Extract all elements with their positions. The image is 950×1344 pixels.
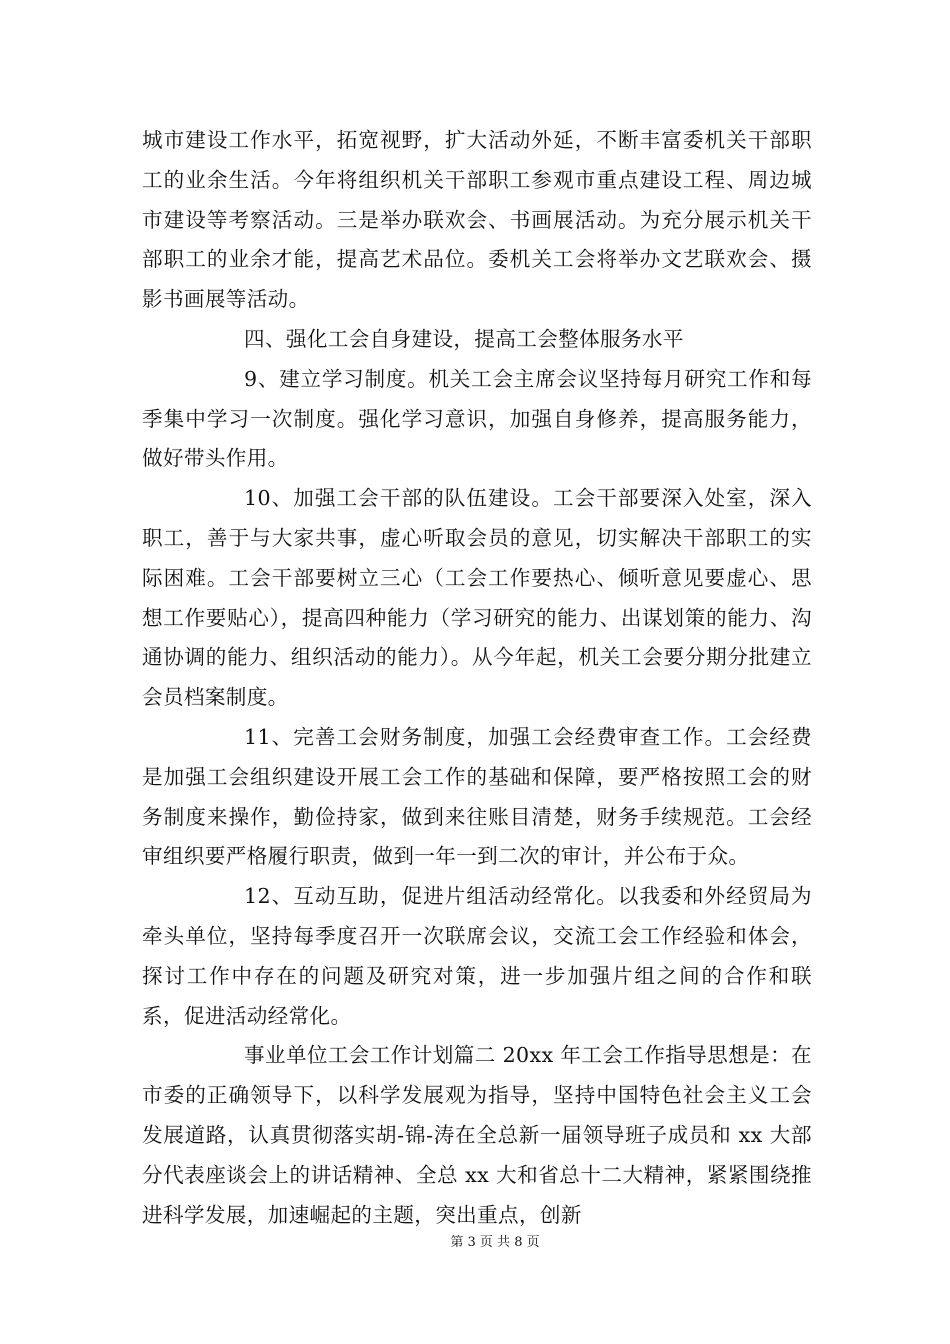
paragraph-item-11: 11、完善工会财务制度，加强工会经费审查工作。工会经费是加强工会组织建设开展工会工作的基础和保障，要严格按照工会的财务制度来操作，勤俭持家，做到来往账目清楚，财务手续规范。工会经审组织要严格履行职责，做到一年一到二次的审计，并公布于众。 xyxy=(142,724,812,869)
paragraph-activities-continued: 城市建设工作水平，拓宽视野，扩大活动外延，不断丰富委机关干部职工的业余生活。今年将组织机关干部职工参观市重点建设工程、周边城市建设等考察活动。三是举办联欢会、书画展活动。为充分展示机关干部职工的业余才能，提高艺术品位。委机关工会将举办文艺联欢会、摄影书画展等活动。 xyxy=(142,128,812,312)
document-body xyxy=(142,121,812,1235)
paragraph-item-12: 12、互动互助，促进片组活动经常化。以我委和外经贸局为牵头单位，坚持每季度召开一次联席会议，交流工会工作经验和体会，探讨工作中存在的问题及研究对策，进一步加强片组之间的合作和联系，促进活动经常化。 xyxy=(142,884,812,1028)
paragraph-plan-part-two: 事业单位工会工作计划篇二 20xx 年工会工作指导思想是：在市委的正确领导下，以科学发展观为指导，坚持中国特色社会主义工会发展道路，认真贯彻落实胡-锦-涛在全总新一届领导班子成员和 xx 大部分代表座谈会上的讲话精神、全总 xx 大和省总十二大精神，紧紧围绕推进科学发展，加速崛起的主题，突出重点，创新 xyxy=(142,1043,812,1227)
paragraph-item-9: 9、建立学习制度。机关工会主席会议坚持每月研究工作和每季集中学习一次制度。强化学习意识，加强自身修养，提高服务能力，做好带头作用。 xyxy=(142,366,812,471)
section-heading-four: 四、强化工会自身建设，提高工会整体服务水平 xyxy=(244,326,684,351)
paragraph-item-10: 10、加强工会干部的队伍建设。工会干部要深入处室，深入职工，善于与大家共事，虚心听取会员的意见，切实解决干部职工的实际困难。工会干部要树立三心（工会工作要热心、倾听意见要虚心、思想工作要贴心），提高四种能力（学习研究的能力、出谋划策的能力、沟通协调的能力、组织活动的能力）。从今年起，机关工会要分期分批建立会员档案制度。 xyxy=(142,486,812,710)
page-number-footer: 第 3 页 共 8 页 xyxy=(450,1235,540,1250)
